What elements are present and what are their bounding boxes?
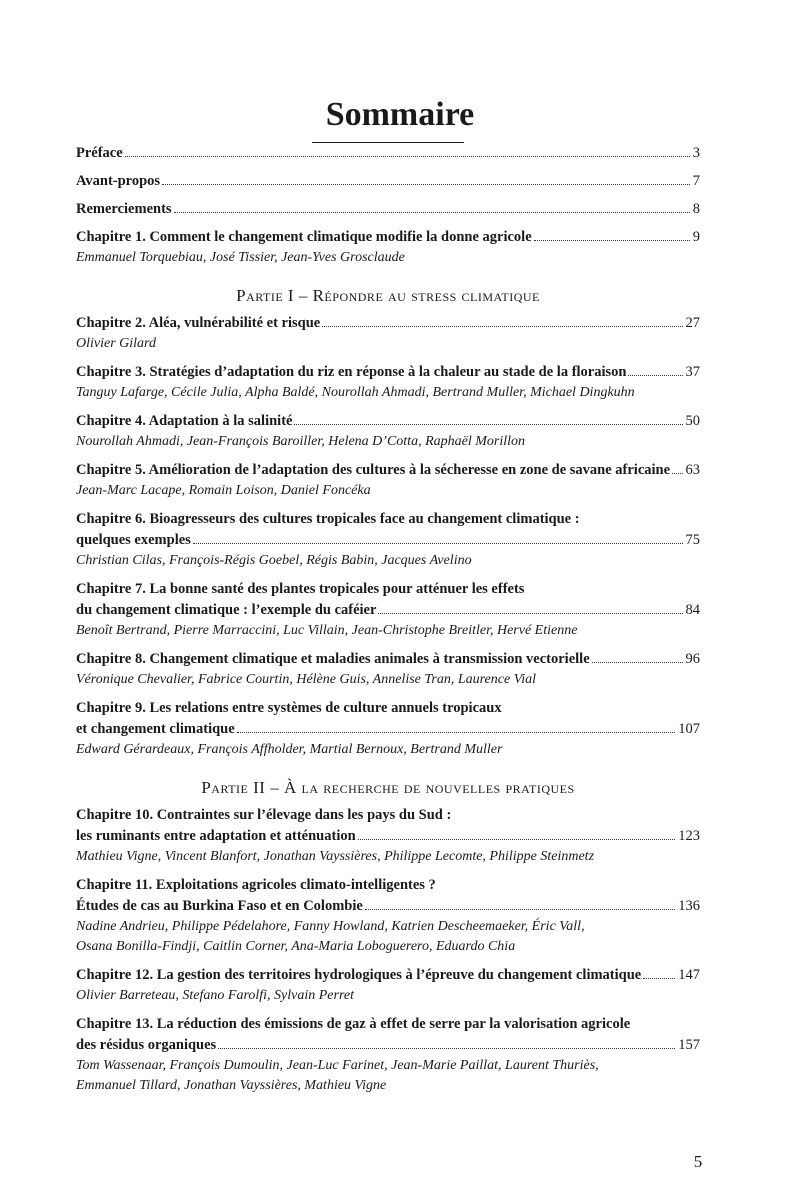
toc-entry-chapter[interactable] bbox=[76, 579, 700, 641]
dot-leader bbox=[365, 909, 675, 910]
toc-entry-pr-face[interactable] bbox=[76, 143, 700, 164]
toc-entry-chapter[interactable] bbox=[76, 875, 700, 957]
toc-entry-row bbox=[76, 530, 700, 551]
toc-entry-row bbox=[76, 460, 700, 481]
chapter-title: quelques exemples bbox=[76, 532, 191, 548]
chapter-title: Chapitre 5. Amélioration de l’adaptation des cultures à la sécheresse en zone de savane africaine bbox=[76, 462, 671, 478]
chapter-title-line: Chapitre 10. Contraintes sur l’élevage dans les pays du Sud : bbox=[76, 807, 452, 823]
toc-entry-row bbox=[76, 649, 700, 670]
toc-entry-remerciements[interactable] bbox=[76, 199, 700, 220]
dot-leader bbox=[322, 326, 682, 327]
chapter-title: Chapitre 4. Adaptation à la salinité bbox=[76, 413, 293, 429]
page-ref: 147 bbox=[678, 967, 700, 983]
chapter-authors: Olivier Gilard bbox=[76, 336, 156, 351]
toc-entry-row bbox=[76, 411, 700, 432]
part-heading-1: Partie I – Répondre au stress climatique bbox=[236, 286, 540, 305]
chapter-title: Chapitre 12. La gestion des territoires hydrologiques à l’épreuve du changement climatique bbox=[76, 967, 642, 983]
chapter-title-line: Chapitre 13. La réduction des émissions de gaz à effet de serre par la valorisation agricole bbox=[76, 1016, 631, 1032]
chapter-title: Chapitre 1. Comment le changement climatique modifie la donne agricole bbox=[76, 229, 532, 245]
chapter-authors: Nadine Andrieu, Philippe Pédelahore, Fanny Howland, Katrien Descheemaeker, Éric Vall, bbox=[76, 919, 585, 934]
toc-entry-row bbox=[76, 143, 700, 164]
chapter-title: Chapitre 3. Stratégies d’adaptation du riz en réponse à la chaleur au stade de la floraison bbox=[76, 364, 627, 380]
page-ref: 107 bbox=[678, 721, 700, 737]
chapter-authors: Tanguy Lafarge, Cécile Julia, Alpha Baldé, Nourollah Ahmadi, Bertrand Muller, Michael Dingkuhn bbox=[76, 385, 635, 400]
chapter-authors: Christian Cilas, François-Régis Goebel, Régis Babin, Jacques Avelino bbox=[76, 553, 472, 568]
toc-entry-row bbox=[76, 965, 700, 986]
toc-entry-row bbox=[76, 896, 700, 917]
toc-entry-chapter[interactable] bbox=[76, 460, 700, 501]
toc-entry-row bbox=[76, 600, 700, 621]
chapter-authors: Emmanuel Tillard, Jonathan Vayssières, Mathieu Vigne bbox=[76, 1078, 387, 1093]
dot-leader bbox=[592, 662, 683, 663]
page-number: 5 bbox=[693, 1152, 703, 1171]
page-ref: 9 bbox=[692, 229, 700, 245]
table-of-contents bbox=[76, 143, 700, 1104]
chapter-title: et changement climatique bbox=[76, 721, 235, 737]
page-ref: 27 bbox=[685, 315, 700, 331]
page-ref: 157 bbox=[678, 1037, 700, 1053]
dot-leader bbox=[643, 978, 675, 979]
toc-entry-chapter[interactable] bbox=[76, 1014, 700, 1096]
dot-leader bbox=[193, 543, 683, 544]
chapter-authors: Osana Bonilla-Findji, Caitlin Corner, Ana-Maria Loboguerero, Eduardo Chia bbox=[76, 939, 516, 954]
toc-entry-chapter-1[interactable] bbox=[76, 227, 700, 268]
chapter-title-line: Chapitre 7. La bonne santé des plantes tropicales pour atténuer les effets bbox=[76, 581, 525, 597]
chapter-title: Études de cas au Burkina Faso et en Colombie bbox=[76, 898, 363, 914]
page-ref: 84 bbox=[685, 602, 700, 618]
chapter-title: les ruminants entre adaptation et atténuation bbox=[76, 828, 356, 844]
dot-leader bbox=[174, 212, 690, 213]
chapter-authors: Olivier Barreteau, Stefano Farolfi, Sylvain Perret bbox=[76, 988, 354, 1003]
toc-entry-row bbox=[76, 171, 700, 192]
front-matter bbox=[76, 143, 700, 220]
page-ref: 7 bbox=[692, 173, 700, 189]
chapter-title: des résidus organiques bbox=[76, 1037, 217, 1053]
toc-entry-row bbox=[76, 199, 700, 220]
toc-entry-chapter[interactable] bbox=[76, 362, 700, 403]
toc-entry-avant-propos[interactable] bbox=[76, 171, 700, 192]
part-1-chapters bbox=[76, 313, 700, 760]
toc-entry-chapter[interactable] bbox=[76, 509, 700, 571]
part-2-chapters bbox=[76, 805, 700, 1096]
entry-title: Avant-propos bbox=[76, 173, 161, 189]
page-title: Sommaire bbox=[325, 96, 475, 133]
toc-entry-chapter[interactable] bbox=[76, 805, 700, 867]
chapter-title: Chapitre 8. Changement climatique et maladies animales à transmission vectorielle bbox=[76, 651, 590, 667]
page-ref: 50 bbox=[685, 413, 700, 429]
chapter-title: Chapitre 2. Aléa, vulnérabilité et risque bbox=[76, 315, 321, 331]
chapter-title-line: Chapitre 9. Les relations entre systèmes de culture annuels tropicaux bbox=[76, 700, 502, 716]
dot-leader bbox=[378, 613, 682, 614]
chapter-authors: Tom Wassenaar, François Dumoulin, Jean-Luc Farinet, Jean-Marie Paillat, Laurent Thuriès, bbox=[76, 1058, 599, 1073]
chapter-authors: Mathieu Vigne, Vincent Blanfort, Jonathan Vayssières, Philippe Lecomte, Philippe Steinmetz bbox=[76, 849, 595, 864]
toc-entry-chapter[interactable] bbox=[76, 411, 700, 452]
chapter-authors: Emmanuel Torquebiau, José Tissier, Jean-Yves Grosclaude bbox=[76, 250, 405, 265]
toc-entry-chapter[interactable] bbox=[76, 313, 700, 354]
dot-leader bbox=[294, 424, 682, 425]
entry-title: Préface bbox=[76, 145, 123, 161]
page-ref: 37 bbox=[685, 364, 700, 380]
dot-leader bbox=[162, 184, 690, 185]
chapter-authors: Nourollah Ahmadi, Jean-François Baroiller, Helena D’Cotta, Raphaël Morillon bbox=[76, 434, 525, 449]
page-ref: 63 bbox=[685, 462, 700, 478]
toc-entry-chapter[interactable] bbox=[76, 965, 700, 1006]
page-ref: 3 bbox=[692, 145, 700, 161]
toc-entry-row bbox=[76, 313, 700, 334]
page-ref: 123 bbox=[678, 828, 700, 844]
chapter-title: du changement climatique : l’exemple du caféier bbox=[76, 602, 377, 618]
page-ref: 8 bbox=[692, 201, 700, 217]
chapter-authors: Benoît Bertrand, Pierre Marraccini, Luc Villain, Jean-Christophe Breitler, Hervé Etienne bbox=[76, 623, 578, 638]
toc-entry-row bbox=[76, 826, 700, 847]
chapter-title-line: Chapitre 6. Bioagresseurs des cultures tropicales face au changement climatique : bbox=[76, 511, 580, 527]
toc-entry-row bbox=[76, 1035, 700, 1056]
toc-entry-chapter[interactable] bbox=[76, 698, 700, 760]
page-ref: 136 bbox=[678, 898, 700, 914]
dot-leader bbox=[534, 240, 690, 241]
dot-leader bbox=[237, 732, 676, 733]
chapter-authors: Jean-Marc Lacape, Romain Loison, Daniel Foncéka bbox=[76, 483, 371, 498]
toc-entry-chapter[interactable] bbox=[76, 649, 700, 690]
part-heading-2: Partie II – À la recherche de nouvelles pratiques bbox=[201, 778, 575, 797]
toc-entry-row bbox=[76, 227, 700, 248]
toc-entry-row bbox=[76, 719, 700, 740]
dot-leader bbox=[358, 839, 676, 840]
dot-leader bbox=[628, 375, 682, 376]
chapter-authors: Véronique Chevalier, Fabrice Courtin, Hélène Guis, Annelise Tran, Laurence Vial bbox=[76, 672, 536, 687]
toc-entry-row bbox=[76, 362, 700, 383]
entry-title: Remerciements bbox=[76, 201, 172, 217]
dot-leader bbox=[672, 473, 682, 474]
chapter-authors: Edward Gérardeaux, François Affholder, Martial Bernoux, Bertrand Muller bbox=[76, 742, 503, 757]
dot-leader bbox=[218, 1048, 675, 1049]
dot-leader bbox=[125, 156, 690, 157]
page-ref: 96 bbox=[685, 651, 700, 667]
chapter-title-line: Chapitre 11. Exploitations agricoles climato-intelligentes ? bbox=[76, 877, 436, 893]
page-ref: 75 bbox=[685, 532, 700, 548]
